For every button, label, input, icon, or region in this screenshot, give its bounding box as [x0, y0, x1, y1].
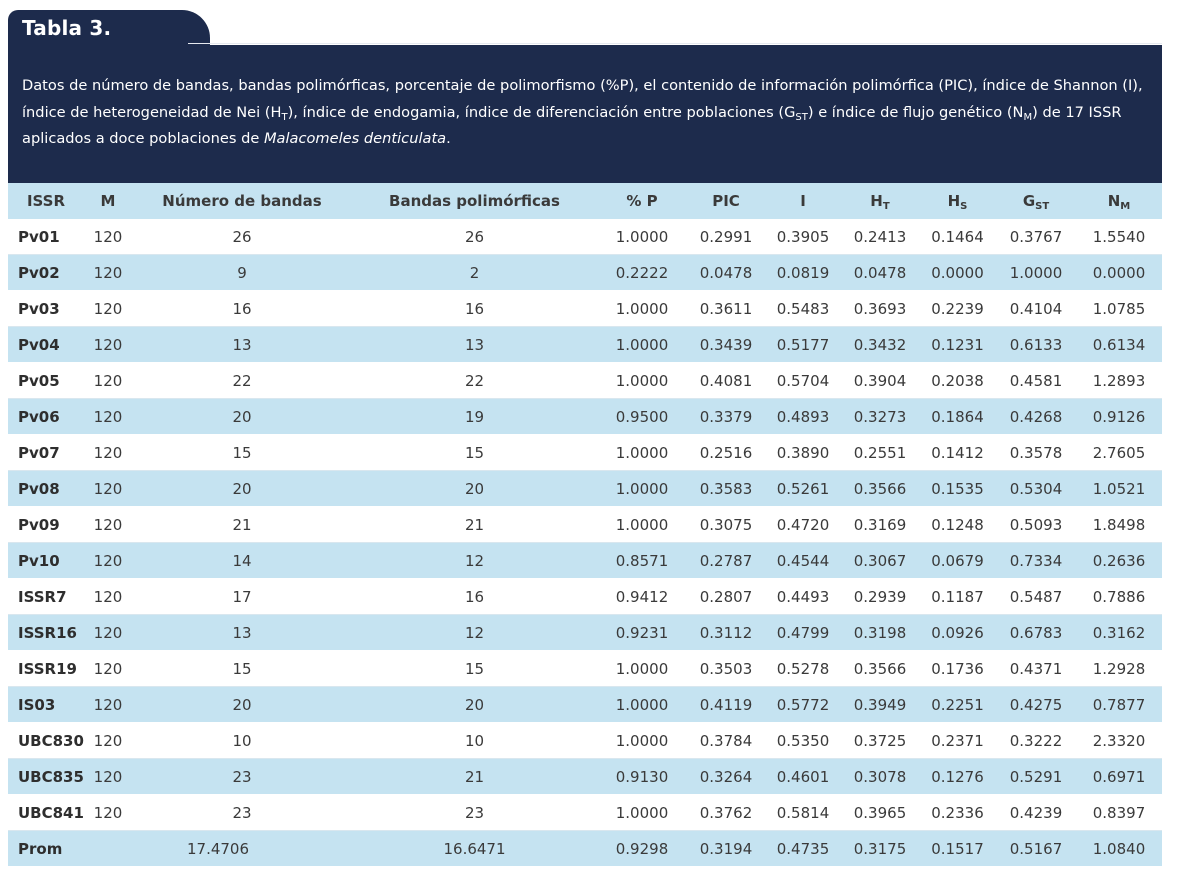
caption-subscript: ST — [795, 111, 808, 123]
caption-text: . — [446, 130, 451, 147]
cell-ht: 0.0478 — [841, 255, 919, 291]
cell-poly: 2 — [352, 255, 597, 291]
cell-i: 0.5704 — [765, 363, 841, 399]
cell-poly: 20 — [352, 471, 597, 507]
cell-nm: 1.2893 — [1076, 363, 1162, 399]
cell-pic: 0.3379 — [687, 399, 765, 435]
cell-nm: 1.0840 — [1076, 831, 1162, 867]
table-row — [8, 759, 1162, 795]
cell-hs: 0.1464 — [919, 219, 996, 255]
cell-gst: 1.0000 — [996, 255, 1076, 291]
cell-pp: 0.9500 — [597, 399, 687, 435]
cell-poly: 15 — [352, 651, 597, 687]
header-base: G — [1022, 192, 1036, 210]
table-row — [8, 363, 1162, 399]
cell-nm: 0.8397 — [1076, 795, 1162, 831]
cell-m: 120 — [84, 651, 132, 687]
cell-poly: 12 — [352, 543, 597, 579]
cell-ht: 0.3965 — [841, 795, 919, 831]
cell-pic: 0.3611 — [687, 291, 765, 327]
cell-i: 0.3905 — [765, 219, 841, 255]
cell-gst: 0.4268 — [996, 399, 1076, 435]
cell-ht: 0.3198 — [841, 615, 919, 651]
caption-text: Datos de número de bandas, bandas polimórficas, porcentaje de polimorfismo (%P), el contenido de información polimórfica (PIC), índice de Shannon (I), índice de heterogeneidad de Nei (H — [22, 77, 1143, 121]
cell-m: 120 — [84, 687, 132, 723]
col-header-gst — [996, 183, 1076, 219]
cell-nm: 0.2636 — [1076, 543, 1162, 579]
table-row — [8, 399, 1162, 435]
cell-ht: 0.3566 — [841, 651, 919, 687]
cell-bands: 15 — [132, 651, 352, 687]
cell-pic: 0.4081 — [687, 363, 765, 399]
table-row — [8, 471, 1162, 507]
cell-i: 0.5772 — [765, 687, 841, 723]
cell-bands: 17.4706 — [84, 831, 352, 867]
cell-i: 0.5261 — [765, 471, 841, 507]
cell-bands: 9 — [132, 255, 352, 291]
cell-hs: 0.1248 — [919, 507, 996, 543]
cell-pp: 1.0000 — [597, 471, 687, 507]
cell-i: 0.5177 — [765, 327, 841, 363]
cell-issr: Pv07 — [8, 435, 84, 471]
cell-nm: 0.6971 — [1076, 759, 1162, 795]
cell-gst: 0.6133 — [996, 327, 1076, 363]
col-header-nm — [1076, 183, 1162, 219]
cell-nm: 2.7605 — [1076, 435, 1162, 471]
cell-gst: 0.6783 — [996, 615, 1076, 651]
cell-i: 0.4544 — [765, 543, 841, 579]
cell-gst: 0.4581 — [996, 363, 1076, 399]
cell-hs: 0.1412 — [919, 435, 996, 471]
cell-poly: 16.6471 — [352, 831, 597, 867]
cell-hs: 0.2239 — [919, 291, 996, 327]
cell-issr: Pv02 — [8, 255, 84, 291]
cell-m: 120 — [84, 363, 132, 399]
caption-species: Malacomeles denticulata — [263, 130, 447, 147]
cell-pp: 1.0000 — [597, 651, 687, 687]
cell-m: 120 — [84, 291, 132, 327]
cell-ht: 0.3273 — [841, 399, 919, 435]
cell-nm: 2.3320 — [1076, 723, 1162, 759]
cell-m: 120 — [84, 507, 132, 543]
caption-text: ) de 17 ISSR aplicados a doce poblaciones de — [22, 103, 1122, 147]
cell-pic: 0.3503 — [687, 651, 765, 687]
col-header-m: M — [84, 183, 132, 219]
cell-pic: 0.3784 — [687, 723, 765, 759]
cell-bands: 17 — [132, 579, 352, 615]
table-row — [8, 651, 1162, 687]
cell-pp: 0.9231 — [597, 615, 687, 651]
table-caption — [22, 73, 1150, 153]
cell-poly: 20 — [352, 687, 597, 723]
cell-pic: 0.2807 — [687, 579, 765, 615]
table-row — [8, 327, 1162, 363]
cell-gst: 0.5487 — [996, 579, 1076, 615]
cell-issr: IS03 — [8, 687, 84, 723]
cell-poly: 26 — [352, 219, 597, 255]
cell-issr: Pv03 — [8, 291, 84, 327]
cell-pp: 1.0000 — [597, 687, 687, 723]
table-row — [8, 219, 1162, 255]
caption-text: ), índice de endogamia, índice de diferenciación entre poblaciones (G — [287, 103, 796, 121]
cell-issr: ISSR16 — [8, 615, 84, 651]
cell-ht: 0.3693 — [841, 291, 919, 327]
cell-pic: 0.0478 — [687, 255, 765, 291]
cell-m: 120 — [84, 795, 132, 831]
cell-pic: 0.3194 — [687, 831, 765, 867]
cell-nm: 1.2928 — [1076, 651, 1162, 687]
cell-poly: 19 — [352, 399, 597, 435]
cell-pp: 1.0000 — [597, 507, 687, 543]
table-body — [8, 219, 1162, 867]
cell-hs: 0.1864 — [919, 399, 996, 435]
cell-m: 120 — [84, 435, 132, 471]
cell-m: 120 — [84, 471, 132, 507]
cell-pp: 1.0000 — [597, 291, 687, 327]
cell-pp: 1.0000 — [597, 723, 687, 759]
cell-pp: 0.8571 — [597, 543, 687, 579]
cell-pic: 0.3762 — [687, 795, 765, 831]
col-header-pp: % P — [597, 183, 687, 219]
cell-gst: 0.3767 — [996, 219, 1076, 255]
cell-pic: 0.4119 — [687, 687, 765, 723]
cell-issr: ISSR7 — [8, 579, 84, 615]
cell-ht: 0.3949 — [841, 687, 919, 723]
cell-ht: 0.3432 — [841, 327, 919, 363]
cell-hs: 0.0926 — [919, 615, 996, 651]
cell-poly: 22 — [352, 363, 597, 399]
header-sub: S — [960, 201, 968, 212]
cell-bands: 26 — [132, 219, 352, 255]
col-header-i: I — [765, 183, 841, 219]
table-title: Tabla 3. — [22, 16, 112, 40]
cell-i: 0.0819 — [765, 255, 841, 291]
cell-pp: 1.0000 — [597, 795, 687, 831]
cell-pic: 0.3583 — [687, 471, 765, 507]
cell-i: 0.3890 — [765, 435, 841, 471]
cell-ht: 0.2413 — [841, 219, 919, 255]
cell-bands: 22 — [132, 363, 352, 399]
cell-gst: 0.5167 — [996, 831, 1076, 867]
cell-gst: 0.5304 — [996, 471, 1076, 507]
cell-nm: 1.8498 — [1076, 507, 1162, 543]
cell-m: 120 — [84, 579, 132, 615]
cell-i: 0.4893 — [765, 399, 841, 435]
cell-i: 0.4735 — [765, 831, 841, 867]
col-header-bands: Número de bandas — [132, 183, 352, 219]
cell-hs: 0.1231 — [919, 327, 996, 363]
cell-hs: 0.2038 — [919, 363, 996, 399]
cell-gst: 0.4239 — [996, 795, 1076, 831]
cell-hs: 0.1736 — [919, 651, 996, 687]
cell-issr: Pv01 — [8, 219, 84, 255]
data-table — [8, 183, 1162, 867]
cell-pp: 0.9130 — [597, 759, 687, 795]
cell-pic: 0.2991 — [687, 219, 765, 255]
table-row — [8, 795, 1162, 831]
header-sub: ST — [1035, 201, 1050, 212]
cell-pp: 0.2222 — [597, 255, 687, 291]
cell-bands: 23 — [132, 759, 352, 795]
cell-gst: 0.5093 — [996, 507, 1076, 543]
cell-m: 120 — [84, 759, 132, 795]
cell-pp: 1.0000 — [597, 363, 687, 399]
cell-m: 120 — [84, 327, 132, 363]
cell-bands: 20 — [132, 399, 352, 435]
cell-issr: Pv08 — [8, 471, 84, 507]
cell-ht: 0.2939 — [841, 579, 919, 615]
cell-poly: 12 — [352, 615, 597, 651]
cell-pic: 0.3075 — [687, 507, 765, 543]
cell-ht: 0.3904 — [841, 363, 919, 399]
cell-nm: 0.9126 — [1076, 399, 1162, 435]
cell-i: 0.5278 — [765, 651, 841, 687]
table-row-prom — [8, 831, 1162, 867]
cell-nm: 0.7886 — [1076, 579, 1162, 615]
cell-nm: 1.0785 — [1076, 291, 1162, 327]
cell-issr: ISSR19 — [8, 651, 84, 687]
table-row — [8, 543, 1162, 579]
cell-nm: 1.0521 — [1076, 471, 1162, 507]
cell-pp: 0.9298 — [597, 831, 687, 867]
cell-m: 120 — [84, 255, 132, 291]
cell-i: 0.4601 — [765, 759, 841, 795]
cell-gst: 0.5291 — [996, 759, 1076, 795]
header-base: H — [947, 192, 961, 210]
cell-poly: 10 — [352, 723, 597, 759]
cell-bands: 16 — [132, 291, 352, 327]
cell-bands: 14 — [132, 543, 352, 579]
cell-m: 120 — [84, 615, 132, 651]
cell-m: 120 — [84, 543, 132, 579]
cell-nm: 0.7877 — [1076, 687, 1162, 723]
cell-i: 0.5814 — [765, 795, 841, 831]
cell-issr: Pv04 — [8, 327, 84, 363]
cell-issr: UBC841 — [8, 795, 84, 831]
caption-box — [8, 45, 1162, 183]
cell-issr: Pv06 — [8, 399, 84, 435]
header-base: H — [870, 192, 883, 210]
col-header-ht — [841, 183, 919, 219]
cell-issr: UBC835 — [8, 759, 84, 795]
col-header-hs — [919, 183, 996, 219]
col-header-pic: PIC — [687, 183, 765, 219]
cell-issr: UBC830 — [8, 723, 84, 759]
cell-hs: 0.1276 — [919, 759, 996, 795]
cell-gst: 0.3222 — [996, 723, 1076, 759]
cell-poly: 16 — [352, 291, 597, 327]
cell-bands: 23 — [132, 795, 352, 831]
cell-hs: 0.2336 — [919, 795, 996, 831]
cell-bands: 21 — [132, 507, 352, 543]
cell-bands: 13 — [132, 327, 352, 363]
cell-ht: 0.2551 — [841, 435, 919, 471]
cell-issr: Pv05 — [8, 363, 84, 399]
cell-bands: 20 — [132, 471, 352, 507]
table-row — [8, 291, 1162, 327]
cell-poly: 16 — [352, 579, 597, 615]
col-header-issr: ISSR — [8, 183, 84, 219]
table-row — [8, 435, 1162, 471]
cell-hs: 0.2251 — [919, 687, 996, 723]
table-row — [8, 615, 1162, 651]
cell-hs: 0.1535 — [919, 471, 996, 507]
cell-i: 0.5483 — [765, 291, 841, 327]
header-row — [8, 183, 1162, 219]
cell-pic: 0.2787 — [687, 543, 765, 579]
cell-hs: 0.0000 — [919, 255, 996, 291]
cell-i: 0.4493 — [765, 579, 841, 615]
cell-poly: 13 — [352, 327, 597, 363]
cell-i: 0.4799 — [765, 615, 841, 651]
cell-gst: 0.4371 — [996, 651, 1076, 687]
cell-gst: 0.7334 — [996, 543, 1076, 579]
cell-hs: 0.2371 — [919, 723, 996, 759]
cell-pic: 0.3264 — [687, 759, 765, 795]
cell-pic: 0.2516 — [687, 435, 765, 471]
cell-gst: 0.4275 — [996, 687, 1076, 723]
table-title-tab — [8, 10, 188, 46]
cell-issr: Pv09 — [8, 507, 84, 543]
cell-nm: 1.5540 — [1076, 219, 1162, 255]
caption-text: ) e índice de flujo genético (N — [807, 103, 1024, 121]
cell-pic: 0.3112 — [687, 615, 765, 651]
cell-m: 120 — [84, 219, 132, 255]
cell-bands: 10 — [132, 723, 352, 759]
cell-pp: 1.0000 — [597, 219, 687, 255]
cell-i: 0.4720 — [765, 507, 841, 543]
header-sub: T — [882, 201, 890, 212]
cell-m: 120 — [84, 399, 132, 435]
cell-i: 0.5350 — [765, 723, 841, 759]
caption-subscript: M — [1023, 111, 1033, 123]
cell-ht: 0.3175 — [841, 831, 919, 867]
table-row — [8, 507, 1162, 543]
cell-pp: 1.0000 — [597, 435, 687, 471]
table-row — [8, 255, 1162, 291]
header-base: N — [1107, 192, 1121, 210]
caption-subscript: T — [281, 111, 288, 123]
cell-ht: 0.3067 — [841, 543, 919, 579]
cell-ht: 0.3169 — [841, 507, 919, 543]
header-sub: M — [1120, 201, 1131, 212]
cell-m: 120 — [84, 723, 132, 759]
cell-nm: 0.3162 — [1076, 615, 1162, 651]
cell-ht: 0.3566 — [841, 471, 919, 507]
table-row — [8, 723, 1162, 759]
cell-poly: 21 — [352, 507, 597, 543]
col-header-poly: Bandas polimórficas — [352, 183, 597, 219]
cell-hs: 0.1517 — [919, 831, 996, 867]
cell-pic: 0.3439 — [687, 327, 765, 363]
cell-nm: 0.0000 — [1076, 255, 1162, 291]
cell-gst: 0.3578 — [996, 435, 1076, 471]
cell-ht: 0.3078 — [841, 759, 919, 795]
cell-pp: 0.9412 — [597, 579, 687, 615]
cell-poly: 15 — [352, 435, 597, 471]
cell-hs: 0.1187 — [919, 579, 996, 615]
cell-hs: 0.0679 — [919, 543, 996, 579]
cell-issr: Prom — [8, 831, 84, 867]
table-row — [8, 579, 1162, 615]
cell-poly: 21 — [352, 759, 597, 795]
cell-poly: 23 — [352, 795, 597, 831]
cell-gst: 0.4104 — [996, 291, 1076, 327]
cell-nm: 0.6134 — [1076, 327, 1162, 363]
cell-bands: 20 — [132, 687, 352, 723]
cell-bands: 13 — [132, 615, 352, 651]
table-row — [8, 687, 1162, 723]
cell-pp: 1.0000 — [597, 327, 687, 363]
cell-bands: 15 — [132, 435, 352, 471]
cell-ht: 0.3725 — [841, 723, 919, 759]
cell-issr: Pv10 — [8, 543, 84, 579]
